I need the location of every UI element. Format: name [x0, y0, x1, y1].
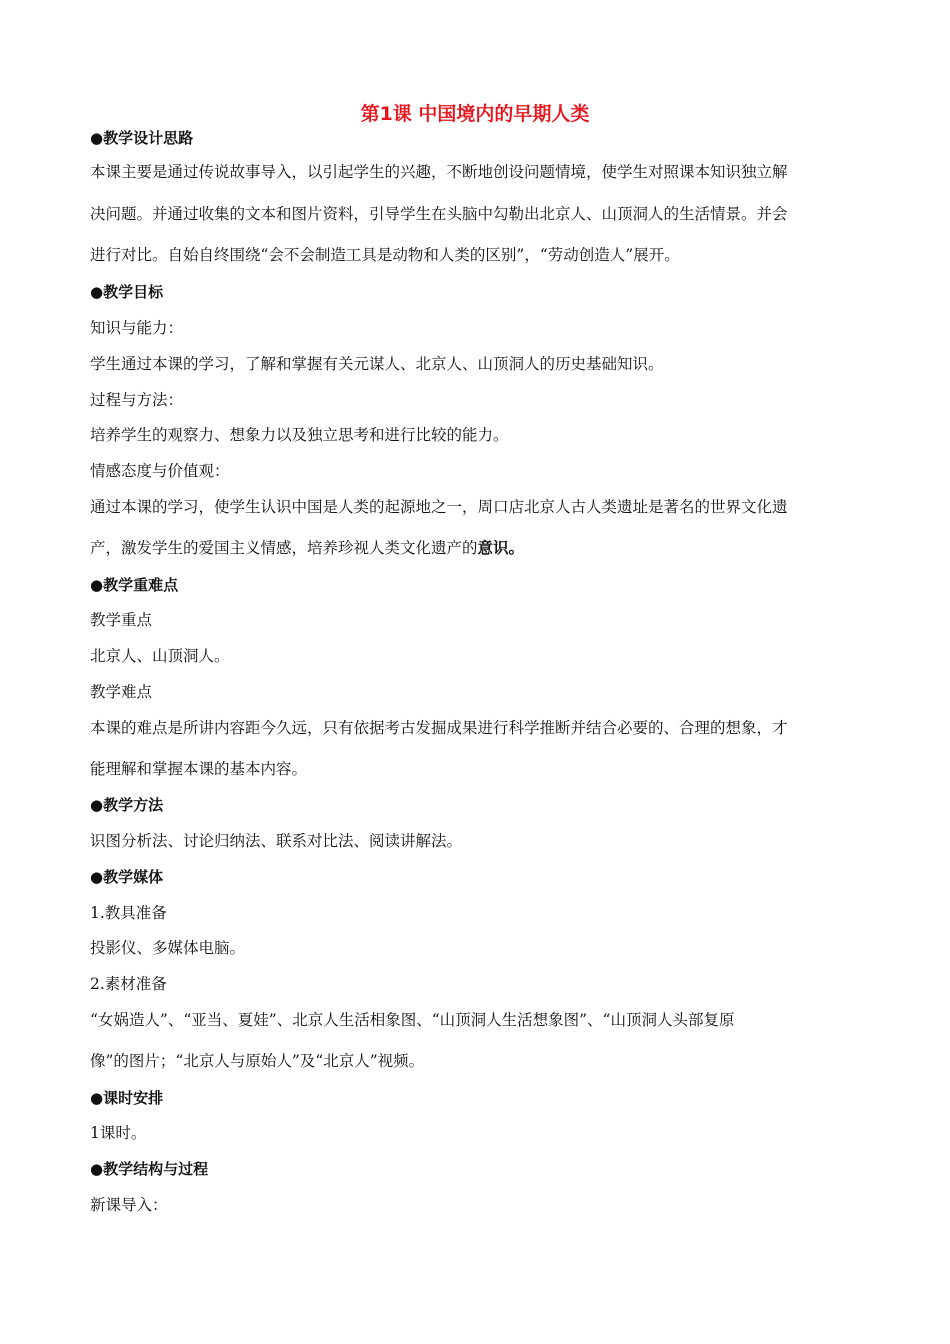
heading-schedule: ●课时安排	[90, 1089, 164, 1107]
page-title: 第1课 中国境内的早期人类	[360, 103, 590, 125]
text-difficulty-line1: 本课的难点是所讲内容距今久远，只有依据考古发掘成果进行科学推断并结合必要的、合理的想象，才	[90, 719, 788, 737]
text-methods: 识图分析法、讨论归纳法、联系对比法、阅读讲解法。	[90, 832, 463, 850]
paragraph-line: 本课主要是通过传说故事导入，以引起学生的兴趣，不断地创设问题情境，使学生对照课本知识独立解	[90, 163, 788, 181]
text-media-item1: 投影仪、多媒体电脑。	[90, 939, 246, 957]
text-media-item2-line1: “女娲造人”、“亚当、夏娃”、北京人生活相象图、“山顶洞人生活想象图”、“山顶洞人头部复原	[90, 1011, 735, 1029]
text-knowledge: 学生通过本课的学习，了解和掌握有关元谋人、北京人、山顶洞人的历史基础知识。	[90, 355, 664, 373]
text-emotion-bold: 意识。	[477, 539, 525, 557]
label-media-item1: 1.教具准备	[90, 904, 167, 922]
text-focus: 北京人、山顶洞人。	[90, 647, 230, 665]
paragraph-line: 决问题。并通过收集的文本和图片资料，引导学生在头脑中勾勒出北京人、山顶洞人的生活情景。并会	[90, 205, 788, 223]
label-focus: 教学重点	[90, 611, 153, 629]
text-emotion-line2	[90, 538, 524, 558]
text-structure: 新课导入：	[90, 1196, 168, 1214]
heading-media: ●教学媒体	[90, 868, 164, 886]
heading-methods: ●教学方法	[90, 796, 164, 814]
heading-structure: ●教学结构与过程	[90, 1160, 209, 1178]
heading-keypoints: ●教学重难点	[90, 576, 179, 594]
heading-goals: ●教学目标	[90, 283, 164, 301]
text-difficulty-line2: 能理解和掌握本课的基本内容。	[90, 760, 308, 778]
heading-design: ●教学设计思路	[90, 129, 194, 147]
paragraph-line: 进行对比。自始自终围绕“会不会制造工具是动物和人类的区别”，“劳动创造人”展开。	[90, 246, 680, 264]
label-emotion: 情感态度与价值观：	[90, 462, 230, 480]
text-emotion-plain: 产，激发学生的爱国主义情感，培养珍视人类文化遗产的	[90, 539, 478, 557]
label-media-item2: 2.素材准备	[90, 975, 167, 993]
label-knowledge: 知识与能力：	[90, 319, 184, 337]
text-process: 培养学生的观察力、想象力以及独立思考和进行比较的能力。	[90, 426, 509, 444]
text-emotion-line1: 通过本课的学习，使学生认识中国是人类的起源地之一，周口店北京人古人类遗址是著名的世界文化遗	[90, 498, 788, 516]
text-media-item2-line2: 像”的图片；“北京人与原始人”及“北京人”视频。	[90, 1052, 425, 1070]
text-schedule: 1课时。	[90, 1124, 147, 1142]
label-process: 过程与方法：	[90, 391, 184, 409]
label-difficulty: 教学难点	[90, 683, 153, 701]
